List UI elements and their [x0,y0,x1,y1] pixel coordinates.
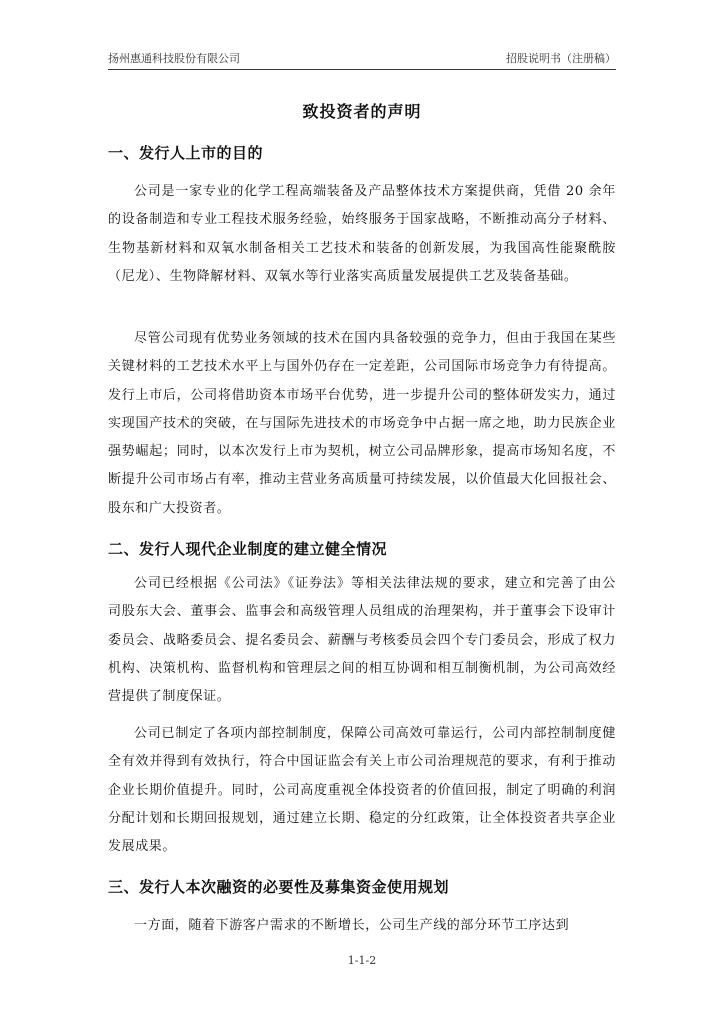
header-document-type: 招股说明书（注册稿） [506,52,616,65]
section-2-paragraph-1: 公司已经根据《公司法》《证券法》等相关法律法规的要求，建立和完善了由公司股东大会、董事会、监事会和高级管理人员组成的治理架构，并于董事会下设审计委员会、战略委员会、提名委员会、薪酬与考核委员会四个专门委员会，形成了权力机构、决策机构、监督机构和管理层之间的相互协调和相互制衡机制，为公司高效经营提供了制度保证。 [108,576,616,705]
page-title: 致投资者的声明 [302,102,422,121]
section-2-paragraph-2: 公司已制定了各项内部控制制度，保障公司高效可靠运行，公司内部控制制度健全有效并得到有效执行，符合中国证监会有关上市公司治理规范的要求，有利于推动企业长期价值提升。同时，公司高度重视全体投资者的价值回报，制定了明确的利润分配计划和长期回报规划，通过建立长期、稳定的分红政策，让全体投资者共享企业发展成果。 [108,726,616,855]
section-1-paragraph-1: 公司是一家专业的化学工程高端装备及产品整体技术方案提供商，凭借 20 余年的设备制造和专业工程技术服务经验，始终服务于国家战略，不断推动高分子材料、生物基新材料和双氧水制备相关工艺技术和装备的创新发展，为我国高性能聚酰胺（尼龙）、生物降解材料、双氧水等行业落实高质量发展提供工艺及装备基础。 [108,184,616,284]
section-3-paragraph-1: 一方面，随着下游客户需求的不断增长，公司生产线的部分环节工序达到 [134,918,570,933]
section-heading-1: 一、发行人上市的目的 [108,144,264,162]
header-company-name: 扬州惠通科技股份有限公司 [108,52,240,65]
header-divider [108,69,616,70]
section-1-paragraph-2: 尽管公司现有优势业务领域的技术在国内具备较强的竞争力，但由于我国在某些关键材料的工艺技术水平上与国外仍存在一定差距，公司国际市场竞争力有待提高。发行上市后，公司将借助资本市场平台优势，进一步提升公司的整体研发实力，通过实现国产技术的突破，在与国际先进技术的市场竞争中占据一席之地，助力民族企业强势崛起；同时，以本次发行上市为契机，树立公司品牌形象，提高市场知名度，不断提升公司市场占有率，推动主营业务高质量可持续发展，以价值最大化回报社会、股东和广大投资者。 [108,331,616,516]
page-number: 1-1-2 [347,954,377,967]
page-header [108,50,616,68]
section-heading-2: 二、发行人现代企业制度的建立健全情况 [108,540,388,558]
section-heading-3: 三、发行人本次融资的必要性及募集资金使用规划 [108,878,450,896]
